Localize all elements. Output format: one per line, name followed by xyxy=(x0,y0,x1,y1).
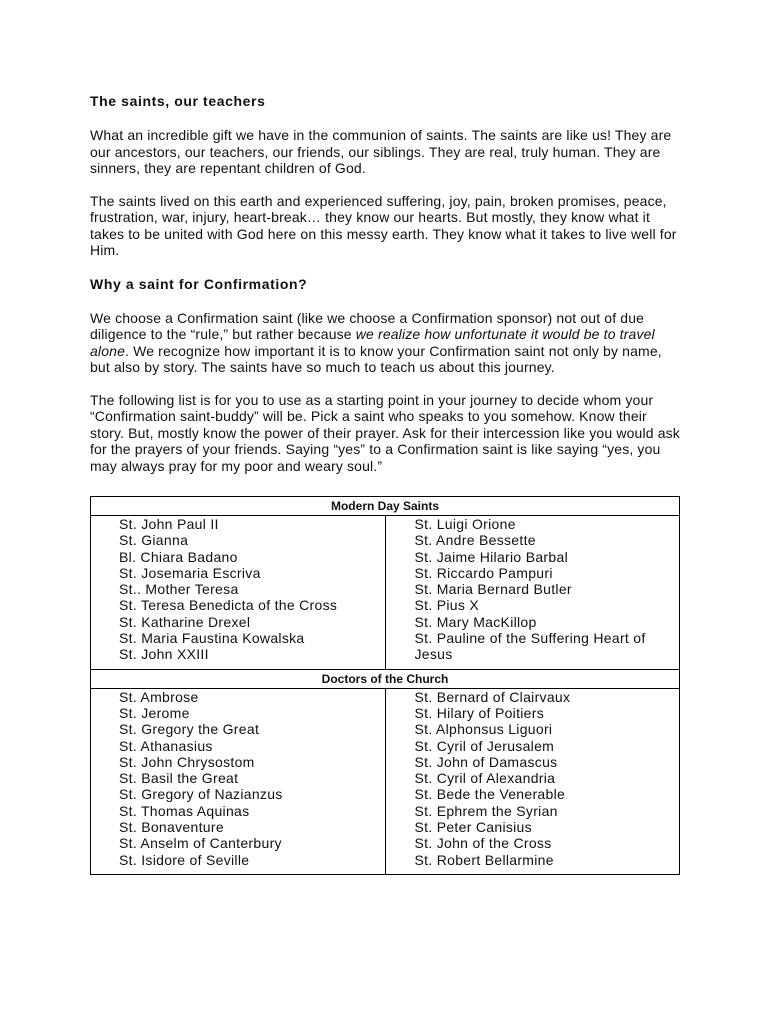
saint-name: St. John of the Cross xyxy=(414,835,552,852)
saint-name: Bl. Chiara Badano xyxy=(119,548,238,565)
saint-name: St. Mary MacKillop xyxy=(414,613,537,630)
modern-left-column xyxy=(91,516,386,670)
saint-name: St. Cyril of Alexandria xyxy=(414,770,556,787)
saint-name: St. Andre Bessette xyxy=(414,532,536,549)
saint-name: St. Peter Canisius xyxy=(414,819,532,836)
saint-name: St. Ambrose xyxy=(119,688,199,705)
saint-name: St. Thomas Aquinas xyxy=(119,802,250,819)
doctors-left-list xyxy=(91,689,385,874)
paragraph-following-list: The following list is for you to use as a starting point in your journey to decide whom your “Confirmation saint-buddy” will be. Pick a saint who speaks to you somehow. Know their story. But, mostly know the power of their prayer. Ask for their intercession like you would ask for the prayers of your friends. Saying “yes” to a Confirmation saint is like saying “yes, you may always pray for my poor and weary soul.” xyxy=(90,391,680,474)
saint-name: St. Gregory the Great xyxy=(119,721,260,738)
saint-name: St. Gregory of Nazianzus xyxy=(119,786,283,803)
saint-name: St. Riccardo Pampuri xyxy=(414,564,553,581)
saint-name: St.. Mother Teresa xyxy=(119,581,239,598)
saint-name: St. John Paul II xyxy=(119,516,219,532)
document-page xyxy=(90,92,680,875)
doctors-right-column xyxy=(385,688,680,874)
doctors-right-list xyxy=(386,689,680,874)
saint-name: St. Isidore of Seville xyxy=(119,851,250,868)
saints-table xyxy=(90,496,680,875)
saint-name: St. John Chrysostom xyxy=(119,753,255,770)
saint-name: St. Teresa Benedicta of the Cross xyxy=(119,597,338,614)
saint-name: St. Athanasius xyxy=(119,737,213,754)
saint-name: St. John XXIII xyxy=(119,646,209,663)
saint-name: St. Bonaventure xyxy=(119,819,224,836)
heading-saints-teachers: The saints, our teachers xyxy=(90,93,266,109)
modern-day-saints-header: Modern Day Saints xyxy=(91,497,680,516)
paragraph-communion: What an incredible gift we have in the communion of saints. The saints are like us! They are our ancestors, our teachers, our friends, our siblings. They are real, truly human. They are sinners, they are repentant children of God. xyxy=(90,127,672,176)
modern-right-column xyxy=(385,516,680,670)
paragraph-lived-on-earth: The saints lived on this earth and experienced suffering, joy, pain, broken promises, peace, frustration, war, injury, heart-break… they know our hearts. But mostly, they know what it takes to be united with God here on this messy earth. They know what it takes to live well for Him. xyxy=(90,192,677,258)
para3-after: . We recognize how important it is to know your Confirmation saint not only by name, but also by story. The saints have so much to teach us about this journey. xyxy=(90,342,662,375)
saint-name: St. Basil the Great xyxy=(119,770,239,787)
saint-name: St. Maria Faustina Kowalska xyxy=(119,630,305,647)
saint-name: St. Alphonsus Liguori xyxy=(414,721,553,738)
saint-name: St. Maria Bernard Butler xyxy=(414,581,572,598)
doctors-of-church-header: Doctors of the Church xyxy=(91,669,680,688)
saint-name: St. Cyril of Jerusalem xyxy=(414,737,555,754)
saint-name: St. Jerome xyxy=(119,704,190,721)
para3-before: We choose a Confirmation saint (like we choose a Confirmation sponsor) not out of due diligence to the “rule,” but rather because xyxy=(90,309,645,342)
saint-name: St. Bernard of Clairvaux xyxy=(414,688,571,705)
saint-name: St. Anselm of Canterbury xyxy=(119,835,282,852)
para3-emphasis: we realize how unfortunate it would be to travel alone xyxy=(90,326,655,359)
paragraph-choose-saint xyxy=(90,310,680,376)
saint-name: St. Robert Bellarmine xyxy=(414,851,554,868)
saint-name: St. Gianna xyxy=(119,532,189,549)
saint-name: St. John of Damascus xyxy=(414,753,558,770)
saint-name: St. Josemaria Escriva xyxy=(119,564,261,581)
saint-name: St. Katharine Drexel xyxy=(119,613,251,630)
saint-name: St. Luigi Orione xyxy=(414,516,516,532)
modern-right-list xyxy=(386,516,680,669)
saint-name: St. Bede the Venerable xyxy=(414,786,566,803)
saint-name: St. Pius X xyxy=(414,597,479,614)
heading-why-confirmation: Why a saint for Confirmation? xyxy=(90,275,308,292)
doctors-left-column xyxy=(91,688,386,874)
saint-name: St. Pauline of the Suffering Heart of Jesus xyxy=(414,630,646,663)
modern-left-list xyxy=(91,516,385,669)
saint-name: St. Hilary of Poitiers xyxy=(414,704,545,721)
saint-name: St. Ephrem the Syrian xyxy=(414,802,558,819)
saint-name: St. Jaime Hilario Barbal xyxy=(414,548,568,565)
